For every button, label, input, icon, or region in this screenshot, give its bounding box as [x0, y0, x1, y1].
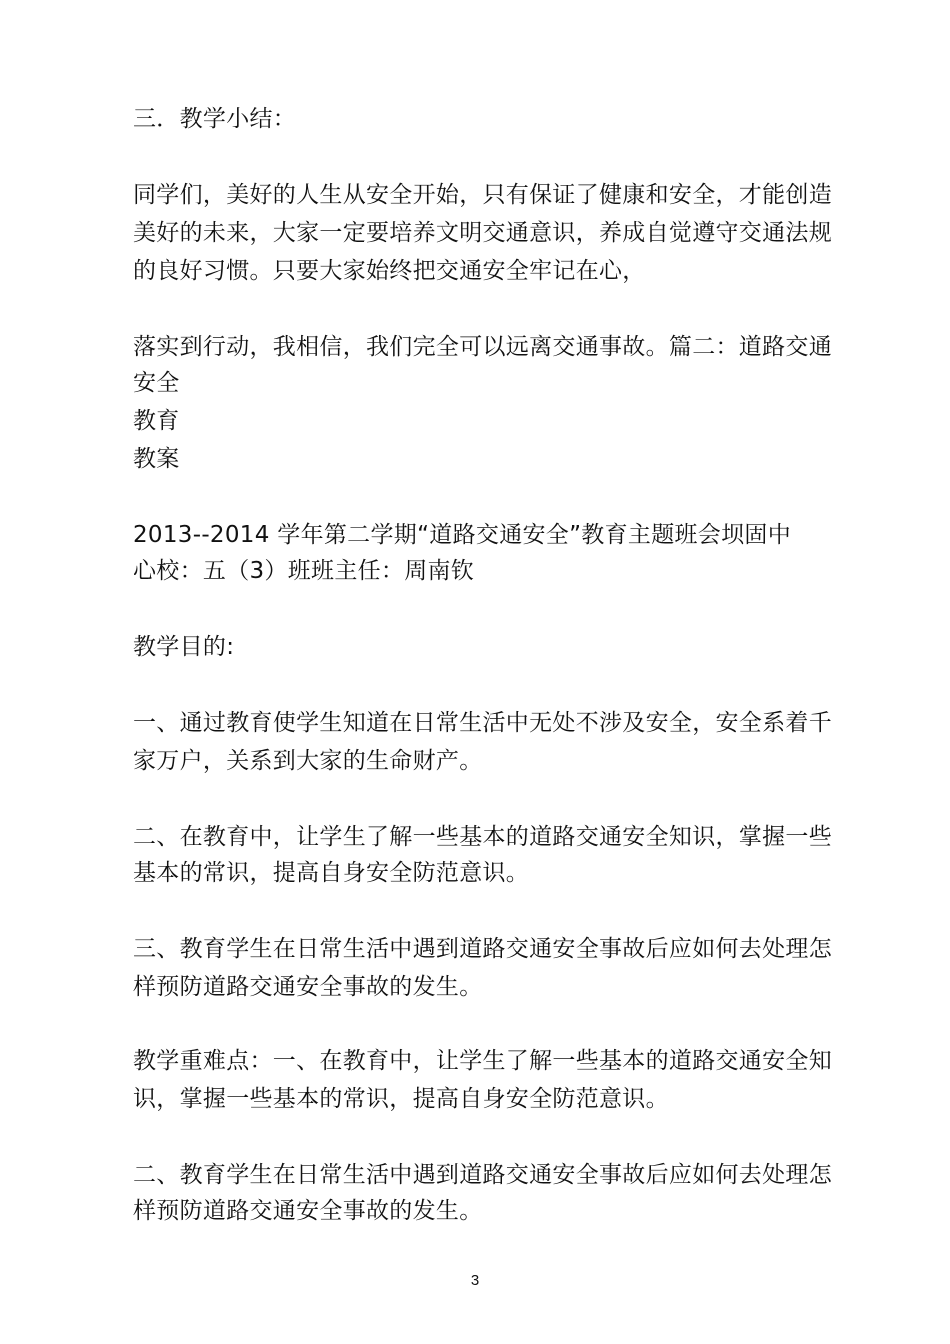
paragraph-line: 教育	[133, 408, 180, 434]
paragraph-line: 一、通过教育使学生知道在日常生活中无处不涉及安全，安全系着千	[133, 710, 832, 736]
paragraph-line: 同学们，美好的人生从安全开始，只有保证了健康和安全，才能创造	[133, 182, 832, 208]
paragraph-line: 落实到行动，我相信，我们完全可以远离交通事故。篇二：道路交通	[133, 334, 832, 360]
paragraph-line: 样预防道路交通安全事故的发生。	[133, 1198, 483, 1224]
paragraph-line: 美好的未来，大家一定要培养文明交通意识，养成自觉遵守交通法规	[133, 220, 832, 246]
section-heading-summary: 三．教学小结：	[133, 106, 297, 132]
section-heading-objectives: 教学目的:	[133, 634, 235, 660]
paragraph-line: 的良好习惯。只要大家始终把交通安全牢记在心，	[133, 258, 646, 284]
paragraph-line: 三、教育学生在日常生活中遇到道路交通安全事故后应如何去处理怎	[133, 936, 832, 962]
paragraph-line: 样预防道路交通安全事故的发生。	[133, 974, 483, 1000]
paragraph-line: 安全	[133, 370, 180, 396]
paragraph-line: 教案	[133, 446, 180, 472]
paragraph-line: 二、在教育中，让学生了解一些基本的道路交通安全知识，掌握一些	[133, 824, 832, 850]
paragraph-line: 家万户，关系到大家的生命财产。	[133, 748, 483, 774]
paragraph-line: 基本的常识，提高自身安全防范意识。	[133, 860, 530, 886]
paragraph-line: 教学重难点：一、在教育中，让学生了解一些基本的道路交通安全知	[133, 1048, 832, 1074]
paragraph-line: 2013--2014 学年第二学期“道路交通安全”教育主题班会坝固中	[133, 522, 792, 548]
paragraph-line: 识，掌握一些基本的常识，提高自身安全防范意识。	[133, 1086, 669, 1112]
paragraph-line: 二、教育学生在日常生活中遇到道路交通安全事故后应如何去处理怎	[133, 1162, 832, 1188]
page-number: 3	[470, 1272, 480, 1289]
paragraph-line: 心校：五（3）班班主任：周南钦	[133, 558, 475, 584]
